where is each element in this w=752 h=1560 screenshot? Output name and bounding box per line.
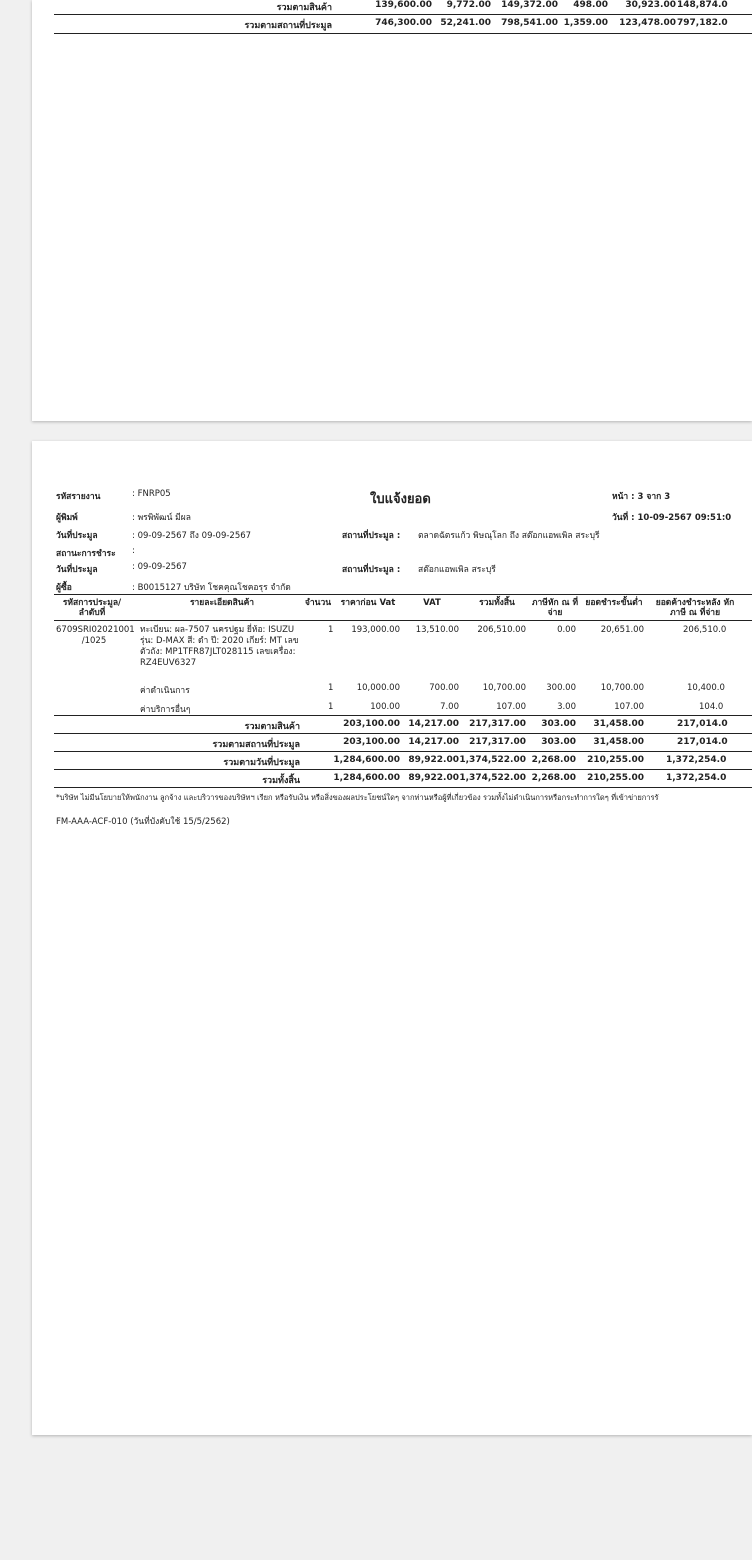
venue2: สต๊อกแอพเพิล สระบุรี <box>418 565 496 575</box>
document-title: ใบแจ้งยอด <box>370 492 431 507</box>
payment-status-label: สถานะการชำระ <box>56 549 116 559</box>
row-label: รวมทั้งสิ้น <box>262 776 300 786</box>
divider <box>54 594 752 595</box>
outstanding-total: 1,372,254.0 <box>666 773 727 783</box>
paid-total: 30,923.00 <box>625 0 676 10</box>
subitem-price: 100.00 <box>370 702 400 712</box>
subitem-total: 107.00 <box>496 702 526 712</box>
venue2-label: สถานที่ประมูล : <box>342 565 401 575</box>
subitem-qty: 1 <box>328 702 334 712</box>
report-page-2 <box>32 441 752 1435</box>
col-price: ราคาก่อน Vat <box>340 598 396 608</box>
divider <box>54 14 752 15</box>
paid-total: 210,255.00 <box>587 755 644 765</box>
withholding-total: 1,359.00 <box>563 18 608 28</box>
summary-row-venue <box>32 16 752 32</box>
subitem-vat: 700.00 <box>429 683 459 693</box>
row-label: รวมตามสินค้า <box>276 3 332 13</box>
col-outstanding: ยอดค้างชำระหลัง หักภาษี ณ ที่จ่าย <box>655 598 735 618</box>
paid-total: 210,255.00 <box>587 773 644 783</box>
price-total: 746,300.00 <box>375 18 432 28</box>
row-label: รวมตามสถานที่ประมูล <box>212 740 300 750</box>
row-label: รวมตามวันที่ประมูล <box>223 758 300 768</box>
form-code: FM-AAA-ACF-010 (วันที่บังคับใช้ 15/5/2562) <box>56 817 230 827</box>
item-withholding: 0.00 <box>557 625 576 635</box>
col-qty: จำนวน <box>304 598 332 608</box>
vat-total: 9,772.00 <box>446 0 491 10</box>
report-code: : FNRP05 <box>132 489 171 499</box>
price-total: 1,284,600.00 <box>333 773 400 783</box>
paid-total: 31,458.00 <box>593 737 644 747</box>
col-min-payment: ยอดชำระขั้นต่ำ <box>585 598 643 608</box>
row-label: รวมตามสถานที่ประมูล <box>244 21 332 31</box>
page-number: หน้า : 3 จาก 3 <box>612 492 671 502</box>
item-code: 6709SRI02021001 /1025 <box>56 625 135 646</box>
divider <box>54 620 752 621</box>
vat-total: 89,922.00 <box>408 773 459 783</box>
price-total: 139,600.00 <box>375 0 432 10</box>
grand-total: 1,374,522.00 <box>459 755 526 765</box>
subitem-paid: 107.00 <box>614 702 644 712</box>
divider <box>54 769 752 770</box>
divider <box>54 787 752 788</box>
outstanding-total: 217,014.0 <box>677 737 728 747</box>
subitem-withholding: 300.00 <box>546 683 576 693</box>
withholding-total: 2,268.00 <box>531 773 576 783</box>
subitem-total: 10,700.00 <box>482 683 526 693</box>
price-total: 203,100.00 <box>343 719 400 729</box>
withholding-total: 498.00 <box>573 0 608 10</box>
report-page-1 <box>32 0 752 421</box>
item-qty: 1 <box>328 625 334 635</box>
auction-date: : 09-09-2567 ถึง 09-09-2567 <box>132 531 252 541</box>
subitem-outstanding: 10,400.0 <box>687 683 725 693</box>
printer-label: ผู้พิมพ์ <box>56 513 78 523</box>
vat-total: 14,217.00 <box>408 737 459 747</box>
item-vat: 13,510.00 <box>415 625 459 635</box>
col-detail: รายละเอียดสินค้า <box>189 598 255 608</box>
subitem-outstanding: 104.0 <box>699 702 724 712</box>
col-vat: VAT <box>423 598 441 608</box>
vat-total: 14,217.00 <box>408 719 459 729</box>
col-withholding: ภาษีหัก ณ ที่จ่าย <box>531 598 579 618</box>
withholding-total: 303.00 <box>541 737 576 747</box>
grand-total: 149,372.00 <box>501 0 558 10</box>
auction-date2-label: วันที่ประมูล <box>56 565 98 575</box>
item-price: 193,000.00 <box>351 625 400 635</box>
buyer: : B0015127 บริษัท โชคคุณโชคอรุร จำกัด <box>132 583 291 593</box>
auction-date2: : 09-09-2567 <box>132 562 187 572</box>
outstanding-total: 217,014.0 <box>677 719 728 729</box>
venue: ตลาดฉัตรแก้ว พิษณุโลก ถึง สต๊อกแอพเพิล สระบุรี <box>418 531 600 541</box>
item-total: 206,510.00 <box>477 625 526 635</box>
divider <box>54 733 752 734</box>
subitem-vat: 7.00 <box>440 702 459 712</box>
total-by-product <box>32 717 752 733</box>
grand-total: 1,374,522.00 <box>459 773 526 783</box>
row-label: รวมตามสินค้า <box>244 722 300 732</box>
outstanding-total: 1,372,254.0 <box>666 755 727 765</box>
subitem-paid: 10,700.00 <box>600 683 644 693</box>
disclaimer-note: *บริษัท ไม่มีนโยบายให้พนักงาน ลูกจ้าง และบริวารของบริษัทฯ เรียก หรือรับเงิน หรือสิ่งของผลประโยชน์ใดๆ จากท่านหรือผู้ที่เกี่ยวข้อง รวมทั้งไม่ดำเนินการหรือกระทำการใดๆ ที่เข้าข่ายการรั <box>56 793 659 802</box>
printer-name: : พรพิพัฒน์ มีผล <box>132 513 191 523</box>
withholding-total: 2,268.00 <box>531 755 576 765</box>
paid-total: 123,478.00 <box>619 18 676 28</box>
print-date: วันที่ : 10-09-2567 09:51:0 <box>612 513 732 523</box>
price-total: 203,100.00 <box>343 737 400 747</box>
item-detail: ทะเบียน: ผล-7507 นครปฐม ยี่ห้อ: ISUZU รุ่น: D-MAX สี: ดำ ปี: 2020 เกียร์: MT เลขตัวถัง: MP1TFR87JLT028115 เลขเครื่อง: RZ4EUV6327 <box>140 625 299 668</box>
vat-total: 89,922.00 <box>408 755 459 765</box>
total-by-date <box>32 753 752 769</box>
divider <box>54 33 752 34</box>
outstanding-total: 148,874.0 <box>677 0 728 10</box>
withholding-total: 303.00 <box>541 719 576 729</box>
grand-total: 798,541.00 <box>501 18 558 28</box>
grand-total: 217,317.00 <box>469 737 526 747</box>
subitem-withholding: 3.00 <box>557 702 576 712</box>
item-paid: 20,651.00 <box>600 625 644 635</box>
subitem-qty: 1 <box>328 683 334 693</box>
subitem-detail: ค่าดำเนินการ <box>140 686 190 696</box>
payment-status: : <box>132 546 135 556</box>
item-outstanding: 206,510.0 <box>683 625 727 635</box>
buyer-label: ผู้ซื้อ <box>56 583 72 593</box>
venue-label: สถานที่ประมูล : <box>342 531 401 541</box>
col-total: รวมทั้งสิ้น <box>479 598 515 608</box>
grand-total-row <box>32 771 752 787</box>
divider <box>54 751 752 752</box>
price-total: 1,284,600.00 <box>333 755 400 765</box>
grand-total: 217,317.00 <box>469 719 526 729</box>
outstanding-total: 797,182.0 <box>677 18 728 28</box>
subitem-detail: ค่าบริการอื่นๆ <box>140 705 191 715</box>
total-by-venue <box>32 735 752 751</box>
paid-total: 31,458.00 <box>593 719 644 729</box>
report-code-label: รหัสรายงาน <box>56 492 101 502</box>
subitem-price: 10,000.00 <box>356 683 400 693</box>
col-auction-code: รหัสการประมูล/ ลำดับที่ <box>62 598 122 618</box>
auction-date-label: วันที่ประมูล <box>56 531 98 541</box>
summary-row-product <box>32 0 752 14</box>
divider <box>54 715 752 716</box>
vat-total: 52,241.00 <box>440 18 491 28</box>
